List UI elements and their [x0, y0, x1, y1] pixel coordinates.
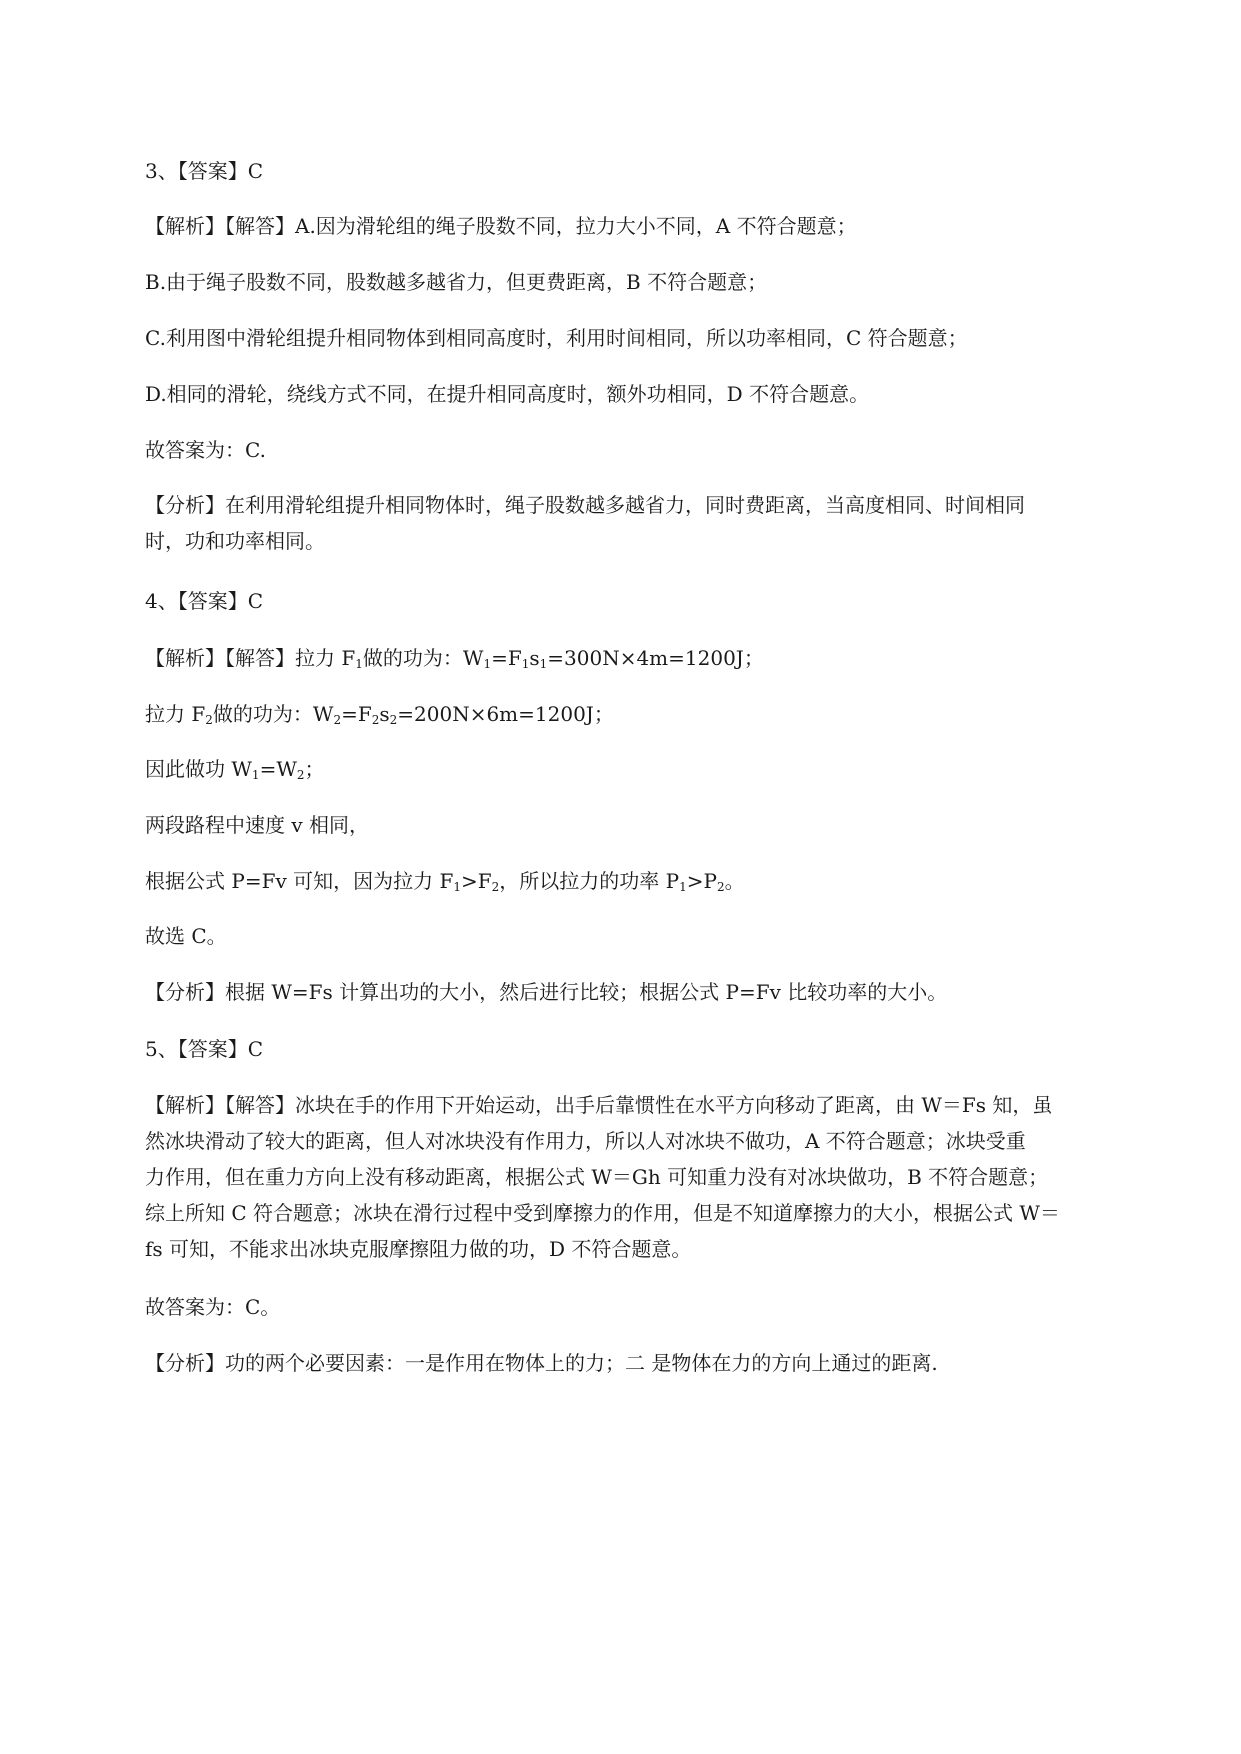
q4-conclusion: 故选 C。	[145, 924, 227, 948]
q3-fenxi-line1: 【分析】在利用滑轮组提升相同物体时，绳子股数越多越省力，同时费距离，当高度相同、时间相同	[145, 493, 1025, 517]
q5-analysis-line3: 力作用，但在重力方向上没有移动距离，根据公式 W＝Gh 可知重力没有对冰块做功，B 不符合题意；	[145, 1165, 1049, 1189]
q4-speed: 两段路程中速度 v 相同，	[145, 813, 370, 837]
q3-answer: 3、【答案】C	[145, 159, 264, 183]
q3-fenxi-line2: 时，功和功率相同。	[145, 529, 325, 553]
q3-analysis-c: C.利用图中滑轮组提升相同物体到相同高度时，利用时间相同，所以功率相同，C 符合题意；	[145, 326, 968, 350]
q4-fenxi: 【分析】根据 W=Fs 计算出功的大小，然后进行比较；根据公式 P=Fv 比较功率的大小。	[145, 980, 948, 1004]
q3-analysis-d: D.相同的滑轮，绕线方式不同，在提升相同高度时，额外功相同，D 不符合题意。	[145, 382, 870, 406]
q5-analysis-line4: 综上所知 C 符合题意；冰块在滑行过程中受到摩擦力的作用，但是不知道摩擦力的大小，根据公式 W＝	[145, 1201, 1060, 1225]
q5-conclusion: 故答案为：C。	[145, 1295, 281, 1319]
q4-power-formula: 根据公式 P=Fv 可知，因为拉力 $F_1>F_2$，所以拉力的功率 $P_1>P_2$。	[145, 869, 745, 894]
q4-work-f1: 【解析】【解答】拉力 $F_1$做的功为：$W_1=F_1s_1=300N\times 4m=1200J$；	[145, 646, 764, 671]
q4-work-f2: 拉力 $F_2$做的功为：$W_2=F_2s_2=200N\times 6m=1200J$；	[145, 702, 614, 727]
q4-answer: 4、【答案】C	[145, 589, 264, 613]
q5-analysis-line2: 然冰块滑动了较大的距离，但人对冰块没有作用力，所以人对冰块不做功，A 不符合题意；冰块受重	[145, 1129, 1026, 1153]
q3-analysis-a: 【解析】【解答】A.因为滑轮组的绳子股数不同，拉力大小不同，A 不符合题意；	[145, 214, 857, 238]
q3-conclusion: 故答案为：C.	[145, 438, 266, 462]
q5-answer: 5、【答案】C	[145, 1037, 264, 1061]
q5-analysis-line5: fs 可知，不能求出冰块克服摩擦阻力做的功，D 不符合题意。	[145, 1237, 692, 1261]
q5-analysis-line1: 【解析】【解答】冰块在手的作用下开始运动，出手后靠惯性在水平方向移动了距离，由 W＝Fs 知，虽	[145, 1093, 1053, 1117]
q3-analysis-b: B.由于绳子股数不同，股数越多越省力，但更费距离，B 不符合题意；	[145, 270, 768, 294]
q5-fenxi: 【分析】功的两个必要因素：一是作用在物体上的力；二 是物体在力的方向上通过的距离.	[145, 1351, 938, 1375]
q4-work-equal: 因此做功 $W_1=W_2$；	[145, 757, 325, 782]
